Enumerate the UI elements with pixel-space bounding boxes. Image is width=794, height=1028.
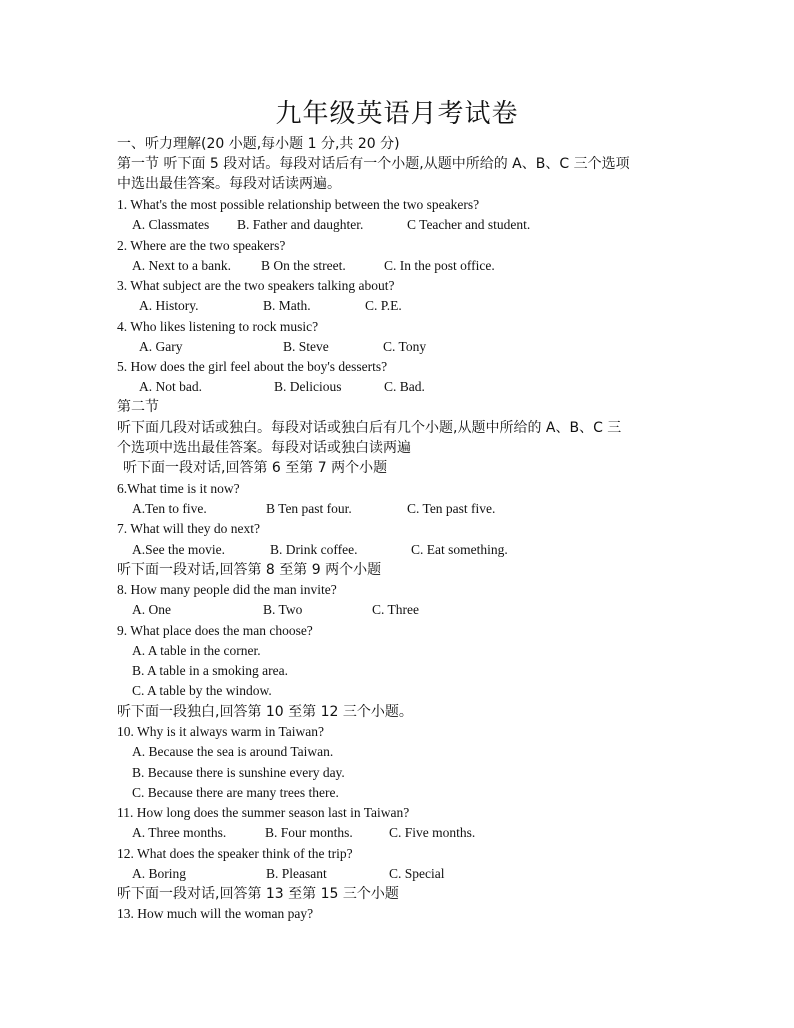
question: 3. What subject are the two speakers talking about? (117, 278, 395, 293)
option-a: A. History. (139, 298, 199, 313)
option-c: C. Eat something. (411, 542, 508, 557)
page-title: 九年级英语月考试卷 (275, 99, 519, 129)
section-instruction: 听下面几段对话或独白。每段对话或独白后有几个小题,从题中所给的 A、B、C 三 (117, 420, 622, 436)
option-c: C. Special (389, 866, 445, 881)
question: 4. Who likes listening to rock music? (117, 319, 319, 334)
question: 9. What place does the man choose? (117, 623, 313, 638)
option-b: B. Drink coffee. (270, 542, 358, 557)
option-b: B On the street. (261, 258, 346, 273)
option-c: C. Five months. (389, 825, 476, 840)
option-b: B. Because there is sunshine every day. (132, 765, 345, 780)
option-b: B. Four months. (265, 825, 353, 840)
question: 12. What does the speaker think of the trip? (117, 846, 353, 861)
option-a: A. Gary (139, 339, 183, 354)
option-b: B. Math. (263, 298, 311, 313)
question: 6.What time is it now? (117, 481, 240, 496)
option-a: A. Three months. (132, 825, 227, 840)
question: 11. How long does the summer season last in Taiwan? (117, 805, 410, 820)
option-c: C. Tony (383, 339, 427, 354)
option-c: C. A table by the window. (132, 683, 272, 698)
section-instruction: 中选出最佳答案。每段对话读两遍。 (117, 176, 341, 192)
section-instruction: 第一节 听下面 5 段对话。每段对话后有一个小题,从题中所给的 A、B、C 三个选项 (117, 156, 630, 172)
option-a: A. Because the sea is around Taiwan. (132, 744, 334, 759)
monologue-instruction: 听下面一段独白,回答第 10 至第 12 三个小题。 (117, 704, 413, 720)
section-heading: 第二节 (117, 399, 159, 415)
question: 5. How does the girl feel about the boy's desserts? (117, 359, 388, 374)
option-b: B. Father and daughter. (237, 217, 364, 232)
option-c: C. In the post office. (384, 258, 495, 273)
option-a: A.Ten to five. (132, 501, 207, 516)
option-c: C. Because there are many trees there. (132, 785, 339, 800)
part-heading: 一、听力理解(20 小题,每小题 1 分,共 20 分) (117, 136, 400, 152)
option-a: A. One (132, 602, 171, 617)
option-a: A. Next to a bank. (132, 258, 231, 273)
option-b: B. Steve (283, 339, 329, 354)
option-b: B. Two (263, 602, 303, 617)
option-c: C. P.E. (365, 298, 402, 313)
option-c: C. Bad. (384, 379, 425, 394)
dialogue-instruction: 听下面一段对话,回答第 8 至第 9 两个小题 (117, 562, 382, 578)
option-a: A. A table in the corner. (132, 643, 261, 658)
option-b: B. Pleasant (266, 866, 327, 881)
option-b: B. A table in a smoking area. (132, 663, 288, 678)
option-a: A.See the movie. (132, 542, 225, 557)
option-c: C. Three (372, 602, 419, 617)
question: 8. How many people did the man invite? (117, 582, 337, 597)
section-instruction: 个选项中选出最佳答案。每段对话或独白读两遍 (117, 440, 411, 456)
option-c: C. Ten past five. (407, 501, 496, 516)
question: 10. Why is it always warm in Taiwan? (117, 724, 325, 739)
dialogue-instruction: 听下面一段对话,回答第 13 至第 15 三个小题 (117, 886, 399, 902)
option-b: B. Delicious (274, 379, 342, 394)
dialogue-instruction: 听下面一段对话,回答第 6 至第 7 两个小题 (123, 460, 388, 476)
option-c: C Teacher and student. (407, 217, 531, 232)
option-a: A. Boring (132, 866, 186, 881)
option-b: B Ten past four. (266, 501, 352, 516)
option-a: A. Classmates (132, 217, 210, 232)
question: 7. What will they do next? (117, 521, 260, 536)
question: 2. Where are the two speakers? (117, 238, 286, 253)
option-a: A. Not bad. (139, 379, 202, 394)
question: 1. What's the most possible relationship between the two speakers? (117, 197, 480, 212)
question: 13. How much will the woman pay? (117, 906, 314, 921)
